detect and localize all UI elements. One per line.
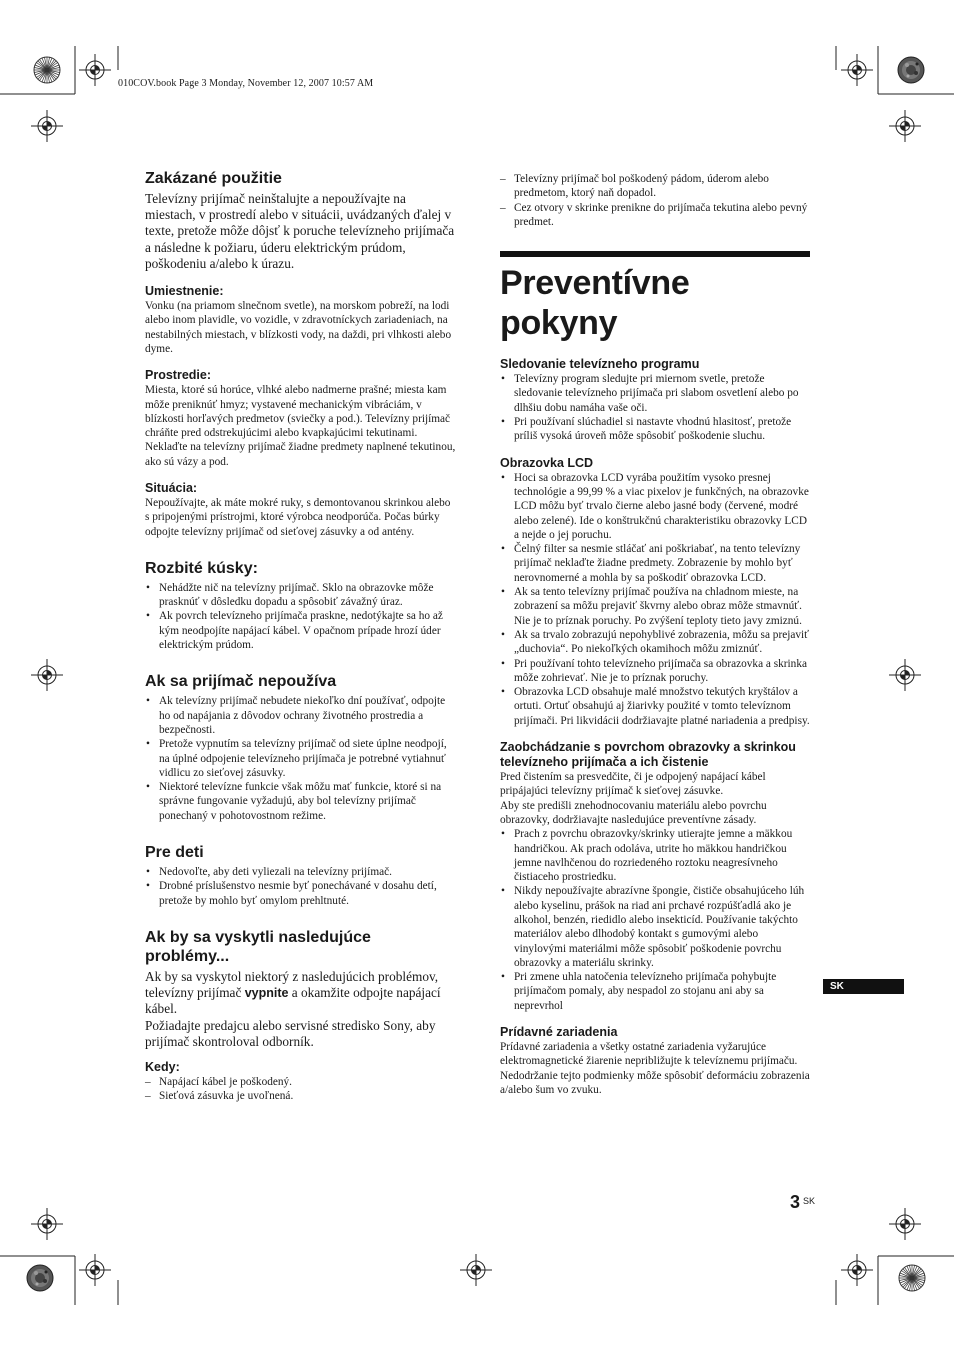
forbidden-use-body: Televízny prijímač neinštalujte a nepoužívajte na miestach, v prostredí alebo v situácii, uvádzaných ďalej v texte, pretože môže dôjsť k poruche televízneho prijímača a následne k požiaru, úderu elektrickým prúdom, poškodeniu a/alebo k úrazu. (145, 191, 455, 271)
problems-body-emphasis: vypnite (244, 986, 289, 1001)
problems-body-end: a okamžite odpojte napájací kábel. (145, 985, 441, 1017)
file-info-header: 010COV.book Page 3 Monday, November 12, 2007 10:57 AM (118, 78, 374, 89)
cleaning-body: Pred čistením sa presvedčite, či je odpojený napájací kábel pripájajúci televízny prijímač k sieťovej zásuvke. (500, 771, 766, 798)
heading-situation: Situácia: (145, 480, 198, 495)
page-number-suffix: SK (803, 1196, 816, 1206)
list-item: • Hoci sa obrazovka LCD vyrába použitím vysoko presnej technológie a 99,99 % a viac pixelov je funkčných, na obrazovke LCD môžu byť trvalo čierne alebo jasné body (červené, modré alebo zelené). Ide o konštrukčnú charakteristiku obrazovky LCD a nejde o jej poruchu. (500, 471, 810, 542)
list-item: • Nedovoľte, aby deti vyliezali na televízny prijímač. (145, 865, 457, 879)
heading-forbidden-use: Zakázané použitie (145, 170, 282, 187)
page-number (790, 1192, 815, 1213)
list-item: – Cez otvory v skrinke prenikne do prijímača tekutina alebo pevný predmet. (500, 201, 810, 230)
location-body: Vonku (na priamom slnečnom svetle), na morskom pobreží, na lodi alebo inom plavidle, vo vozidle, v zdravotníckych zariadeniach, na nestabilných miestach, v blízkosti vody, na daždi, pri vlhkosti alebo dyme. (145, 300, 452, 355)
list-item: • Niektoré televízne funkcie však môžu mať funkcie, ktoré si na správne fungovanie vyžadujú, aby bol televízny prijímač ponechaný v pohotovostnom režime. (145, 780, 457, 823)
list-item: • Čelný filter sa nesmie stláčať ani poškriabať, na tento televízny prijímač neklaďte žiadne predmety. Zobrazenie by mohlo byť nerovnomerné a mohla by sa poškodiť obrazovka LCD. (500, 542, 810, 585)
list-item: • Obrazovka LCD obsahuje malé množstvo tekutých kryštálov a ortuti. Ortuť obsahujú aj žiarivky použité v tomto televíznom prijímači. Pri likvidácii dodržiavajte platné nariadenia a predpisy. (500, 685, 810, 728)
heading-not-in-use: Ak sa prijímač nepoužíva (145, 673, 337, 691)
broken-pieces-list (145, 581, 457, 652)
problems-body-start: Ak by sa vyskytol niektorý z nasledujúcich problémov, televízny prijímač (145, 968, 439, 1001)
when-list (145, 1075, 457, 1104)
list-item: – Televízny prijímač bol poškodený pádom, úderom alebo predmetom, ktorý naň dopadol. (500, 172, 810, 201)
page-number-value: 3 (790, 1192, 801, 1212)
not-in-use-list (145, 694, 457, 823)
list-item: • Pri používaní tohto televízneho prijímača sa obrazovka a skrinka môže zohrievať. Nie je to príznak poruchy. (500, 657, 810, 686)
right-column (500, 172, 810, 1097)
accessories-body: Prídavné zariadenia a všetky ostatné zariadenia vyžarujúce elektromagnetické žiarenie nepribližujte k televíznemu prijímaču. Nedodržanie tejto podmienky môže spôsobiť deformáciu zobrazenia a/alebo šum vo zvuku. (500, 1041, 810, 1096)
list-item: • Pri zmene uhla natočenia televízneho prijímača pohybujte prijímačom pomaly, aby nespadol zo stojanu ani aby sa neprevrhol (500, 970, 810, 1013)
list-item: • Televízny program sledujte pri miernom svetle, pretože sledovanie televízneho prijímača pri slabom osvetlení alebo po dlhšiu dobu namáha vaše oči. (500, 372, 810, 415)
situation-body: Nepoužívajte, ak máte mokré ruky, s demontovanou skrinkou alebo s pripojenými prístrojmi, ktoré výrobca neodporúča. Počas búrky odpojte televízny prijímač od sieťovej zásuvky a od antény. (145, 496, 451, 538)
heading-cleaning: Zaobchádzanie s povrchom obrazovky a skrinkou televízneho prijímača a ich čistenie (500, 740, 796, 770)
tv-viewing-list (500, 372, 810, 443)
cleaning-list (500, 827, 810, 1013)
heading-tv-viewing: Sledovanie televízneho programu (500, 357, 700, 372)
heading-location: Umiestnenie: (145, 284, 224, 299)
heading-children: Pre deti (145, 844, 204, 862)
list-item: • Ak povrch televízneho prijímača praskne, nedotýkajte sa ho až kým neodpojíte napájací kábel. V opačnom prípade hrozí úder elektrickým prúdom. (145, 609, 457, 652)
left-column (145, 169, 457, 1104)
list-item: • Pri používaní slúchadiel si nastavte vhodnú hlasitosť, pretože príliš vysoká úroveň môže spôsobiť poškodenie sluchu. (500, 415, 810, 444)
heading-when: Kedy: (145, 1059, 180, 1074)
heading-broken-pieces: Rozbité kúsky: (145, 559, 258, 577)
heading-problems: Ak by sa vyskytli nasledujúce problémy... (145, 928, 371, 965)
list-item: – Napájací kábel je poškodený. (145, 1075, 457, 1089)
list-item: • Ak televízny prijímač nebudete niekoľko dní používať, odpojte ho od napájania z dôvodov ochrany životného prostredia a bezpečnosti. (145, 694, 457, 737)
heading-lcd-screen: Obrazovka LCD (500, 455, 594, 470)
heading-accessories: Prídavné zariadenia (500, 1025, 618, 1040)
list-item: • Prach z povrchu obrazovky/skrinky utierajte jemne a mäkkou handričkou. Ak prach odoláva, utrite ho mäkkou handričkou jemne navlhčenou do rozriedeného roztoku neagresívneho čistiaceho prostriedku. (500, 827, 810, 884)
list-item: • Ak sa tento televízny prijímač používa na chladnom mieste, na zobrazení sa môžu prejaviť škvrny alebo obraz môže stmavnúť. Nie je to príznak poruchy. Po zvýšení teploty tieto javy zmiznú. (500, 585, 810, 628)
problems-body-2: Požiadajte predajcu alebo servisné stredisko Sony, aby prijímač skontroloval odborník. (145, 1017, 436, 1049)
lcd-screen-list (500, 471, 810, 728)
heading-environment: Prostredie: (145, 368, 211, 383)
problems-body (145, 969, 457, 1018)
list-item: • Ak sa trvalo zobrazujú nepohyblivé zobrazenia, môžu sa prejaviť „duchovia“. Po niekoľkých okamihoch môžu zmiznúť. (500, 628, 810, 657)
list-item: • Pretože vypnutím sa televízny prijímač od siete úplne neodpojí, na úplné odpojenie televízneho prijímača je potrebné vytiahnuť vidlicu zo sieťovej zásuvky. (145, 737, 457, 780)
list-item: • Nikdy nepoužívajte abrazívne špongie, čističe obsahujúceho lúh alebo kyselinu, prášok na riad ani prchavé rozpúšťadlá ako je alkohol, benzén, riedidlo alebo insekticíd. Používanie takýchto materiálov alebo dlhodobý kontakt s gumovými alebo vinylovými materiálmi môže spôsobiť poškodenie povrchu obrazovky a materiálu skrinky. (500, 884, 810, 970)
cleaning-body-2: Aby ste predišli znehodnocovaniu materiálu alebo povrchu obrazovky, dodržiavajte nasledujúce preventívne zásady. (500, 799, 767, 826)
list-item: • Nehádžte nič na televízny prijímač. Sklo na obrazovke môže prasknúť v dôsledku dopadu a spôsobiť závažný úraz. (145, 581, 457, 610)
list-item: – Sieťová zásuvka je uvoľnená. (145, 1089, 457, 1103)
children-list (145, 865, 457, 908)
list-item: • Drobné príslušenstvo nesmie byť ponechávané v dosahu detí, pretože by mohlo byť omylom prehltnuté. (145, 879, 457, 908)
language-tab: SK (823, 979, 904, 994)
page-title: Preventívne pokyny (500, 264, 690, 343)
environment-body: Miesta, ktoré sú horúce, vlhké alebo nadmerne prašné; miesta kam môže preniknúť hmyz; vystavené mechanickým vibráciám, v blízkosti horľavých predmetov (sviečky a pod.). Televízny prijímač chráňte pred odstrekujúcimi alebo kvapkajúcimi tekutinami. Neklaďte na televízny prijímač žiadne predmety naplnené tekutinou, ako sú vázy a pod. (145, 384, 456, 468)
continued-problems-list (500, 172, 810, 229)
title-rule (500, 251, 810, 257)
